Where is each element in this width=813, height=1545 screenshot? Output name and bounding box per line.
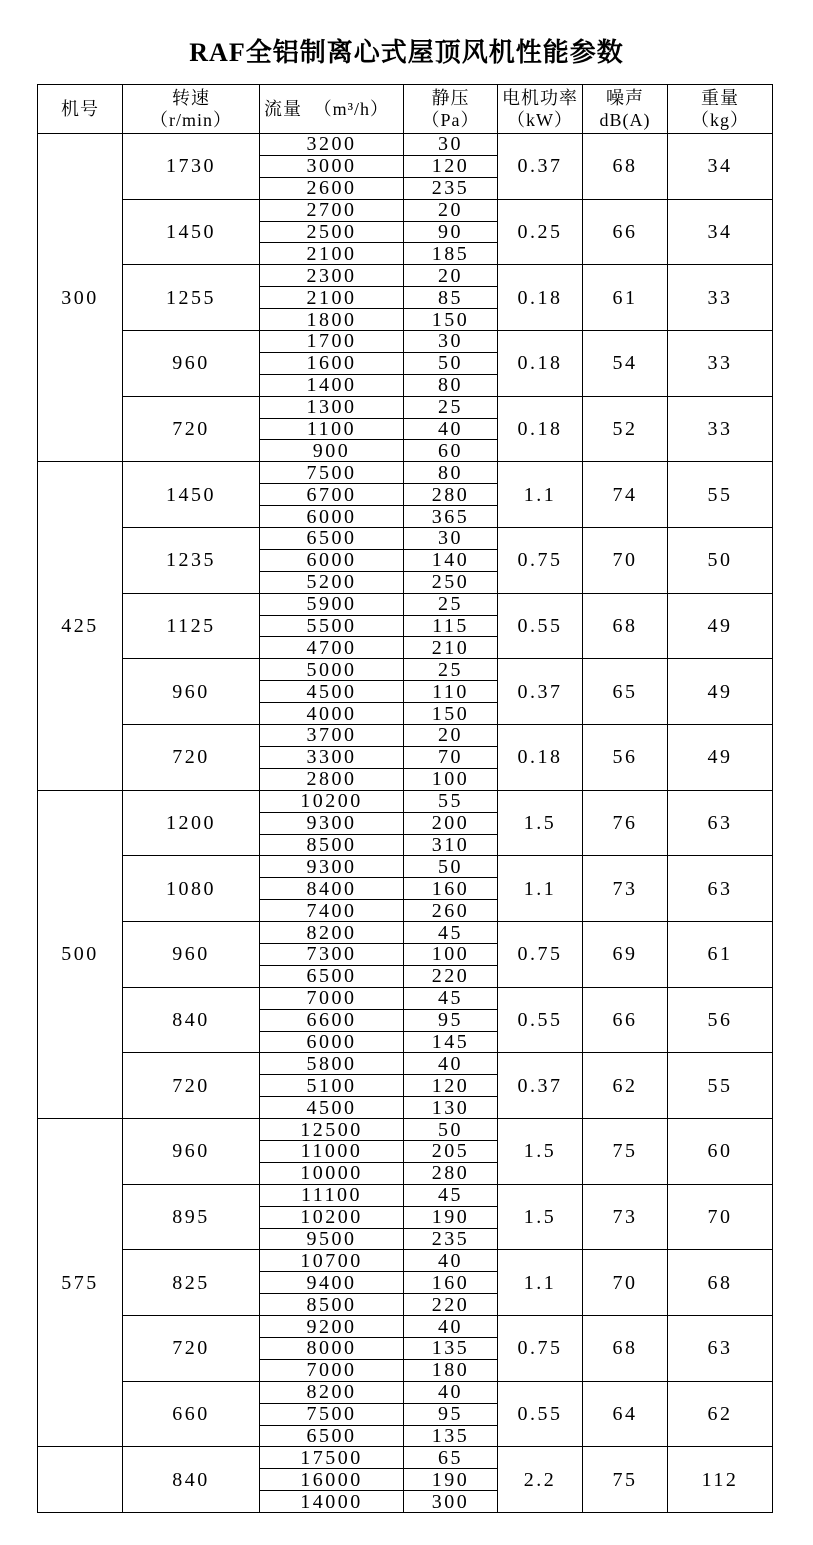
power-cell: 0.18: [498, 331, 583, 397]
col-header-model: [38, 85, 123, 134]
table-row: [38, 856, 773, 878]
pressure-cell: 50: [404, 1119, 498, 1141]
power-cell: 0.18: [498, 725, 583, 791]
noise-cell: 61: [583, 265, 668, 331]
weight-cell: 55: [668, 1053, 773, 1119]
flow-cell: 5000: [260, 659, 404, 681]
pressure-cell: 160: [404, 1272, 498, 1294]
noise-cell: 75: [583, 1119, 668, 1185]
table-row: [38, 1316, 773, 1338]
speed-cell: 1255: [123, 265, 260, 331]
noise-cell: 54: [583, 331, 668, 397]
weight-cell: 63: [668, 790, 773, 856]
pressure-cell: 280: [404, 1162, 498, 1184]
weight-cell: 63: [668, 1316, 773, 1382]
col-header-speed-line2: （r/min）: [150, 110, 232, 130]
table-row: [38, 725, 773, 747]
table-row: [38, 1447, 773, 1469]
weight-cell: 61: [668, 922, 773, 988]
flow-cell: 4700: [260, 637, 404, 659]
flow-cell: 6500: [260, 528, 404, 550]
flow-cell: 5800: [260, 1053, 404, 1075]
power-cell: 0.75: [498, 922, 583, 988]
flow-cell: 8500: [260, 834, 404, 856]
pressure-cell: 160: [404, 878, 498, 900]
flow-cell: 7400: [260, 900, 404, 922]
speed-cell: 1200: [123, 790, 260, 856]
flow-cell: 1700: [260, 331, 404, 353]
flow-cell: 3300: [260, 746, 404, 768]
flow-cell: 10200: [260, 1206, 404, 1228]
flow-cell: 9300: [260, 856, 404, 878]
flow-cell: 14000: [260, 1491, 404, 1513]
pressure-cell: 85: [404, 287, 498, 309]
pressure-cell: 260: [404, 900, 498, 922]
flow-cell: 7300: [260, 943, 404, 965]
speed-cell: 720: [123, 725, 260, 791]
col-header-power-line1: 电机功率: [502, 88, 578, 108]
pressure-cell: 150: [404, 703, 498, 725]
pressure-cell: 220: [404, 1294, 498, 1316]
pressure-cell: 100: [404, 768, 498, 790]
flow-cell: 5500: [260, 615, 404, 637]
power-cell: 1.1: [498, 856, 583, 922]
pressure-cell: 220: [404, 965, 498, 987]
page-title: RAF全铝制离心式屋顶风机性能参数: [189, 38, 624, 67]
flow-cell: 1600: [260, 352, 404, 374]
pressure-cell: 280: [404, 484, 498, 506]
model-cell: [38, 1447, 123, 1513]
pressure-cell: 310: [404, 834, 498, 856]
speed-cell: 660: [123, 1381, 260, 1447]
noise-cell: 66: [583, 987, 668, 1053]
speed-cell: 1080: [123, 856, 260, 922]
noise-cell: 52: [583, 396, 668, 462]
pressure-cell: 25: [404, 593, 498, 615]
flow-cell: 8200: [260, 1381, 404, 1403]
flow-cell: 2700: [260, 199, 404, 221]
speed-cell: 1450: [123, 462, 260, 528]
noise-cell: 68: [583, 593, 668, 659]
col-header-speed: [123, 85, 260, 134]
pressure-cell: 190: [404, 1206, 498, 1228]
col-header-power: [498, 85, 583, 134]
pressure-cell: 40: [404, 1381, 498, 1403]
pressure-cell: 20: [404, 725, 498, 747]
power-cell: 0.18: [498, 265, 583, 331]
flow-cell: 6700: [260, 484, 404, 506]
pressure-cell: 120: [404, 155, 498, 177]
pressure-cell: 110: [404, 681, 498, 703]
table-row: [38, 199, 773, 221]
table-row: [38, 1250, 773, 1272]
weight-cell: 49: [668, 593, 773, 659]
flow-cell: 2100: [260, 287, 404, 309]
spec-table-body: [38, 134, 773, 1513]
pressure-cell: 40: [404, 1316, 498, 1338]
power-cell: 0.75: [498, 1316, 583, 1382]
noise-cell: 68: [583, 134, 668, 200]
model-cell: 300: [38, 134, 123, 462]
power-cell: 0.55: [498, 1381, 583, 1447]
noise-cell: 69: [583, 922, 668, 988]
flow-cell: 6000: [260, 549, 404, 571]
speed-cell: 1450: [123, 199, 260, 265]
flow-cell: 2600: [260, 177, 404, 199]
pressure-cell: 65: [404, 1447, 498, 1469]
weight-cell: 112: [668, 1447, 773, 1513]
table-row: [38, 265, 773, 287]
col-header-pressure: [404, 85, 498, 134]
noise-cell: 70: [583, 528, 668, 594]
power-cell: 0.37: [498, 1053, 583, 1119]
flow-cell: 5200: [260, 571, 404, 593]
weight-cell: 34: [668, 134, 773, 200]
flow-cell: 7500: [260, 1403, 404, 1425]
pressure-cell: 95: [404, 1403, 498, 1425]
pressure-cell: 235: [404, 177, 498, 199]
col-header-weight-line2: （kg）: [691, 110, 749, 130]
speed-cell: 1235: [123, 528, 260, 594]
pressure-cell: 70: [404, 746, 498, 768]
weight-cell: 33: [668, 265, 773, 331]
table-row: [38, 987, 773, 1009]
col-header-flow-unit: （m³/h）: [313, 99, 389, 119]
pressure-cell: 205: [404, 1140, 498, 1162]
pressure-cell: 180: [404, 1359, 498, 1381]
flow-cell: 1400: [260, 374, 404, 396]
speed-cell: 720: [123, 396, 260, 462]
flow-cell: 6000: [260, 506, 404, 528]
speed-cell: 895: [123, 1184, 260, 1250]
power-cell: 0.55: [498, 987, 583, 1053]
speed-cell: 960: [123, 1119, 260, 1185]
flow-cell: 2100: [260, 243, 404, 265]
flow-cell: 3200: [260, 134, 404, 156]
flow-cell: 7000: [260, 987, 404, 1009]
power-cell: 0.55: [498, 593, 583, 659]
speed-cell: 960: [123, 659, 260, 725]
table-row: [38, 331, 773, 353]
pressure-cell: 55: [404, 790, 498, 812]
weight-cell: 63: [668, 856, 773, 922]
flow-cell: 4500: [260, 1097, 404, 1119]
noise-cell: 64: [583, 1381, 668, 1447]
pressure-cell: 45: [404, 987, 498, 1009]
flow-cell: 6000: [260, 1031, 404, 1053]
flow-cell: 6500: [260, 965, 404, 987]
noise-cell: 76: [583, 790, 668, 856]
pressure-cell: 30: [404, 331, 498, 353]
pressure-cell: 20: [404, 265, 498, 287]
pressure-cell: 235: [404, 1228, 498, 1250]
flow-cell: 17500: [260, 1447, 404, 1469]
header-row: [38, 85, 773, 134]
speed-cell: 840: [123, 1447, 260, 1513]
model-cell: 575: [38, 1119, 123, 1447]
weight-cell: 34: [668, 199, 773, 265]
flow-cell: 7500: [260, 462, 404, 484]
power-cell: 1.1: [498, 1250, 583, 1316]
noise-cell: 75: [583, 1447, 668, 1513]
flow-cell: 6500: [260, 1425, 404, 1447]
pressure-cell: 150: [404, 309, 498, 331]
col-header-pressure-line1: 静压: [431, 88, 470, 108]
flow-cell: 11100: [260, 1184, 404, 1206]
speed-cell: 960: [123, 331, 260, 397]
noise-cell: 65: [583, 659, 668, 725]
weight-cell: 33: [668, 396, 773, 462]
pressure-cell: 20: [404, 199, 498, 221]
table-row: [38, 659, 773, 681]
flow-cell: 10000: [260, 1162, 404, 1184]
col-header-flow-label: 流量: [264, 99, 302, 119]
col-header-noise-line2: dB(A): [599, 110, 651, 130]
flow-cell: 2300: [260, 265, 404, 287]
pressure-cell: 80: [404, 462, 498, 484]
pressure-cell: 250: [404, 571, 498, 593]
col-header-pressure-line2: （Pa）: [421, 110, 480, 130]
pressure-cell: 45: [404, 1184, 498, 1206]
col-header-speed-line1: 转速: [172, 88, 210, 108]
flow-cell: 6600: [260, 1009, 404, 1031]
pressure-cell: 135: [404, 1425, 498, 1447]
pressure-cell: 40: [404, 418, 498, 440]
noise-cell: 62: [583, 1053, 668, 1119]
pressure-cell: 50: [404, 856, 498, 878]
table-row: [38, 396, 773, 418]
pressure-cell: 60: [404, 440, 498, 462]
col-header-flow: [260, 85, 404, 134]
speed-cell: 1125: [123, 593, 260, 659]
weight-cell: 62: [668, 1381, 773, 1447]
power-cell: 0.37: [498, 134, 583, 200]
weight-cell: 56: [668, 987, 773, 1053]
pressure-cell: 210: [404, 637, 498, 659]
pressure-cell: 115: [404, 615, 498, 637]
speed-cell: 960: [123, 922, 260, 988]
pressure-cell: 140: [404, 549, 498, 571]
flow-cell: 9400: [260, 1272, 404, 1294]
pressure-cell: 30: [404, 528, 498, 550]
speed-cell: 720: [123, 1316, 260, 1382]
spec-table-header: [38, 85, 773, 134]
flow-cell: 10200: [260, 790, 404, 812]
noise-cell: 70: [583, 1250, 668, 1316]
table-row: [38, 134, 773, 156]
speed-cell: 720: [123, 1053, 260, 1119]
pressure-cell: 120: [404, 1075, 498, 1097]
weight-cell: 68: [668, 1250, 773, 1316]
power-cell: 1.1: [498, 462, 583, 528]
power-cell: 0.18: [498, 396, 583, 462]
pressure-cell: 135: [404, 1337, 498, 1359]
power-cell: 0.37: [498, 659, 583, 725]
model-cell: 500: [38, 790, 123, 1118]
pressure-cell: 40: [404, 1053, 498, 1075]
flow-cell: 9300: [260, 812, 404, 834]
flow-cell: 8000: [260, 1337, 404, 1359]
pressure-cell: 25: [404, 396, 498, 418]
power-cell: 1.5: [498, 1184, 583, 1250]
weight-cell: 33: [668, 331, 773, 397]
flow-cell: 1300: [260, 396, 404, 418]
pressure-cell: 185: [404, 243, 498, 265]
pressure-cell: 90: [404, 221, 498, 243]
pressure-cell: 25: [404, 659, 498, 681]
pressure-cell: 50: [404, 352, 498, 374]
speed-cell: 840: [123, 987, 260, 1053]
flow-cell: 7000: [260, 1359, 404, 1381]
pressure-cell: 200: [404, 812, 498, 834]
flow-cell: 11000: [260, 1140, 404, 1162]
pressure-cell: 130: [404, 1097, 498, 1119]
power-cell: 2.2: [498, 1447, 583, 1513]
col-header-power-line2: （kW）: [507, 110, 573, 130]
flow-cell: 2800: [260, 768, 404, 790]
flow-cell: 2500: [260, 221, 404, 243]
power-cell: 1.5: [498, 790, 583, 856]
flow-cell: 900: [260, 440, 404, 462]
table-row: [38, 1119, 773, 1141]
col-header-model-label: 机号: [61, 99, 99, 119]
flow-cell: 4500: [260, 681, 404, 703]
table-row: [38, 1184, 773, 1206]
flow-cell: 3700: [260, 725, 404, 747]
pressure-cell: 300: [404, 1491, 498, 1513]
flow-cell: 9500: [260, 1228, 404, 1250]
power-cell: 1.5: [498, 1119, 583, 1185]
flow-cell: 16000: [260, 1469, 404, 1491]
flow-cell: 10700: [260, 1250, 404, 1272]
noise-cell: 56: [583, 725, 668, 791]
flow-cell: 4000: [260, 703, 404, 725]
noise-cell: 73: [583, 856, 668, 922]
weight-cell: 70: [668, 1184, 773, 1250]
pressure-cell: 95: [404, 1009, 498, 1031]
table-row: [38, 1053, 773, 1075]
pressure-cell: 30: [404, 134, 498, 156]
noise-cell: 66: [583, 199, 668, 265]
power-cell: 0.25: [498, 199, 583, 265]
speed-cell: 1730: [123, 134, 260, 200]
flow-cell: 5900: [260, 593, 404, 615]
flow-cell: 1100: [260, 418, 404, 440]
pressure-cell: 145: [404, 1031, 498, 1053]
speed-cell: 825: [123, 1250, 260, 1316]
pressure-cell: 40: [404, 1250, 498, 1272]
weight-cell: 55: [668, 462, 773, 528]
flow-cell: 1800: [260, 309, 404, 331]
weight-cell: 50: [668, 528, 773, 594]
weight-cell: 49: [668, 659, 773, 725]
col-header-weight: [668, 85, 773, 134]
pressure-cell: 80: [404, 374, 498, 396]
noise-cell: 73: [583, 1184, 668, 1250]
pressure-cell: 45: [404, 922, 498, 944]
flow-cell: 12500: [260, 1119, 404, 1141]
table-row: [38, 593, 773, 615]
table-row: [38, 462, 773, 484]
model-cell: 425: [38, 462, 123, 790]
weight-cell: 60: [668, 1119, 773, 1185]
flow-cell: 8200: [260, 922, 404, 944]
flow-cell: 5100: [260, 1075, 404, 1097]
pressure-cell: 100: [404, 943, 498, 965]
table-row: [38, 528, 773, 550]
col-header-weight-line1: 重量: [701, 88, 739, 108]
flow-cell: 8500: [260, 1294, 404, 1316]
flow-cell: 9200: [260, 1316, 404, 1338]
power-cell: 0.75: [498, 528, 583, 594]
flow-cell: 8400: [260, 878, 404, 900]
table-row: [38, 790, 773, 812]
col-header-noise-line1: 噪声: [606, 88, 644, 108]
pressure-cell: 190: [404, 1469, 498, 1491]
weight-cell: 49: [668, 725, 773, 791]
flow-cell: 3000: [260, 155, 404, 177]
noise-cell: 68: [583, 1316, 668, 1382]
spec-table: [37, 84, 773, 1513]
col-header-noise: [583, 85, 668, 134]
pressure-cell: 365: [404, 506, 498, 528]
table-row: [38, 1381, 773, 1403]
table-row: [38, 922, 773, 944]
noise-cell: 74: [583, 462, 668, 528]
